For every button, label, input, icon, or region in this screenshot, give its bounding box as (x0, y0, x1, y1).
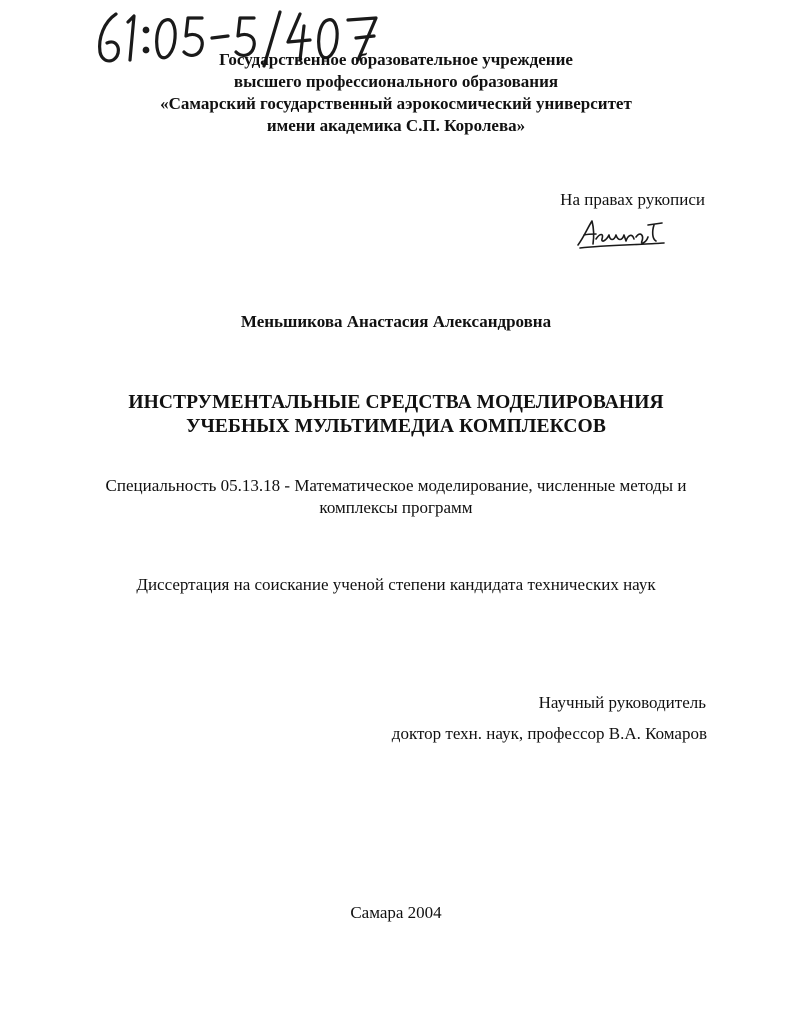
degree-statement: Диссертация на соискание ученой степени кандидата технических наук (136, 575, 656, 594)
specialty-line-1: Специальность 05.13.18 - Математическое моделирование, численные методы и (105, 476, 687, 495)
specialty-line-2: комплексы программ (319, 498, 473, 517)
institution-line-4: имени академика С.П. Королева» (266, 116, 526, 135)
supervisor-label: Научный руководитель (538, 693, 706, 712)
place-and-year: Самара 2004 (350, 903, 442, 922)
institution-line-2: высшего профессионального образования (233, 72, 559, 91)
supervisor-name: доктор техн. наук, профессор В.А. Комаров (391, 724, 707, 743)
institution-line-3: «Самарский государственный аэрокосмический университет (160, 94, 632, 113)
thesis-title-line-1: ИНСТРУМЕНТАЛЬНЫЕ СРЕДСТВА МОДЕЛИРОВАНИЯ (128, 392, 664, 413)
author-name: Меньшикова Анастасия Александровна (240, 312, 552, 331)
author-signature (576, 215, 668, 249)
manuscript-rights-label: На правах рукописи (560, 190, 705, 209)
thesis-title-line-2: УЧЕБНЫХ МУЛЬТИМЕДИА КОМПЛЕКСОВ (186, 416, 606, 437)
institution-line-1: Государственное образовательное учреждение (219, 50, 573, 69)
